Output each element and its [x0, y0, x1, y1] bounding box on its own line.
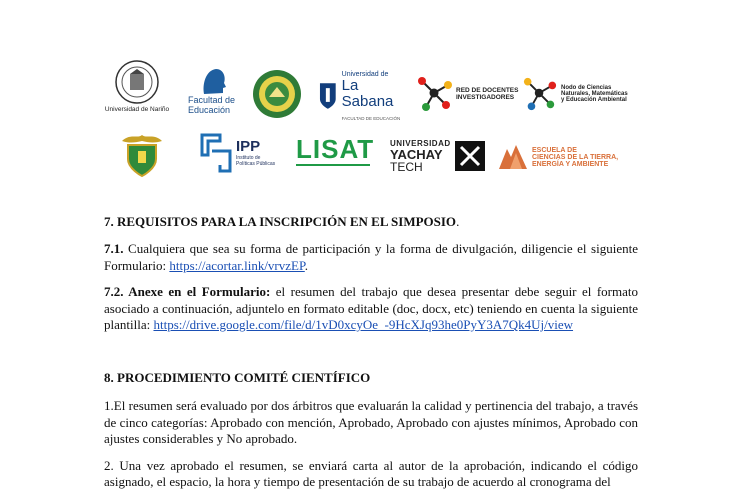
paragraph-7-1-text: Cualquiera que sea su forma de participación y la forma de divulgación, diligencie el siguiente Formulario:: [104, 241, 638, 273]
paragraph-7-1: [104, 241, 638, 274]
yachay-line1: UNIVERSIDAD: [390, 139, 451, 148]
paragraph-8-2: 2. Una vez aprobado el resumen, se enviará carta al autor de la aprobación, indicando el código asignado, el espacio, la hora y tiempo de presentación de su trabajo de acuerdo al cronograma del: [104, 457, 638, 489]
ipp-line2: Políticas Públicas: [236, 161, 276, 167]
eagle-shield-icon: [118, 131, 166, 179]
yachay-mark-icon: [455, 141, 485, 171]
section-7-heading: [104, 214, 638, 230]
logo-lisat: [296, 136, 374, 176]
logo-universidad-la-sabana: [318, 72, 413, 120]
sabana-sub: FACULTAD DE EDUCACIÓN: [341, 116, 401, 121]
paragraph-8-1: 1.El resumen será evaluado por dos árbitros que evaluarán la calidad y pertinencia del trabajo, a través de cinco categorías: Aprobado con mención, Aprobado, Aprobado con ajustes mínimos, Aprobado con ajustes considerables y No aprobado.: [104, 398, 638, 446]
escuela-line3: ENERGÍA Y AMBIENTE: [532, 160, 609, 168]
facultad-line2: Educación: [188, 105, 231, 115]
section-7: [104, 214, 638, 334]
lisat-title: LISAT: [296, 134, 375, 164]
logo-facultad-educacion: [188, 66, 244, 122]
logo-universidad-narino: [104, 60, 170, 122]
logo-yachay-tech: [390, 136, 488, 176]
logo-band: [0, 0, 741, 200]
lisat-rule: [296, 164, 370, 166]
yachay-line2: YACHAY: [390, 147, 443, 162]
sabana-line2: La Sabana: [341, 77, 394, 110]
section-7-heading-end: .: [456, 214, 460, 229]
facultad-line1: Facultad de: [188, 95, 236, 105]
logo-escuela-ciencias-tierra: [498, 140, 630, 174]
sabana-line1: Universidad de: [341, 71, 389, 78]
escuela-line2: CIENCIAS DE LA TIERRA,: [532, 153, 619, 161]
template-link[interactable]: https://drive.google.com/file/d/1vD0xcyOe_-9HcXJq93he0PyY3A7Qk4Uj/view: [153, 317, 574, 332]
nodo-network-icon: [522, 76, 558, 112]
section-7-heading-text: 7. REQUISITOS PARA LA INSCRIPCIÓN EN EL SIMPOSIO: [104, 214, 457, 229]
logo-red-docentes: [416, 74, 520, 114]
network-nodes-icon: [416, 75, 454, 113]
paragraph-7-2-lead: 7.2. Anexe en el Formulario:: [104, 284, 271, 299]
paragraph-7-2: [104, 284, 638, 334]
ipp-line1: Instituto de: [236, 155, 261, 161]
yachay-line3: TECH: [390, 160, 423, 174]
red-line1: RED DE DOCENTES: [456, 87, 519, 94]
logo-escudo: [118, 130, 168, 180]
ipp-title: IPP: [236, 138, 261, 155]
logo-nodo-ciencias: [522, 74, 640, 114]
paragraph-7-1-end: .: [304, 257, 309, 273]
narino-seal-icon: [113, 60, 161, 104]
red-line2: INVESTIGADORES: [456, 94, 515, 101]
narino-caption: Universidad de Nariño: [104, 106, 170, 113]
logo-ipp: [198, 130, 282, 176]
sabana-shield-icon: [318, 81, 338, 111]
green-seal-icon: [252, 69, 302, 119]
logo-green-seal: [252, 68, 304, 120]
paragraph-7-1-number: 7.1.: [104, 241, 124, 256]
ipp-frame-icon: [198, 131, 234, 175]
paragraph-7-2-text: el resumen del trabajo que desea presentar debe seguir el formato asociado a continuación, adjuntelo en formato editable (doc, docx, etc) teniendo en cuenta la siguiente plantilla:: [104, 284, 638, 332]
nodo-line1: Nodo de Ciencias: [561, 85, 612, 91]
facultad-head-icon: [198, 66, 228, 96]
form-link[interactable]: https://acortar.link/vrvzEP: [169, 257, 305, 273]
mountain-icon: [498, 143, 528, 171]
section-8-heading: 8. PROCEDIMIENTO COMITÉ CIENTÍFICO: [104, 370, 371, 385]
nodo-line3: y Educación Ambiental: [561, 97, 627, 103]
section-8: [104, 370, 638, 491]
nodo-line2: Naturales, Matemáticas: [561, 91, 628, 97]
escuela-line1: ESCUELA DE: [532, 146, 577, 154]
